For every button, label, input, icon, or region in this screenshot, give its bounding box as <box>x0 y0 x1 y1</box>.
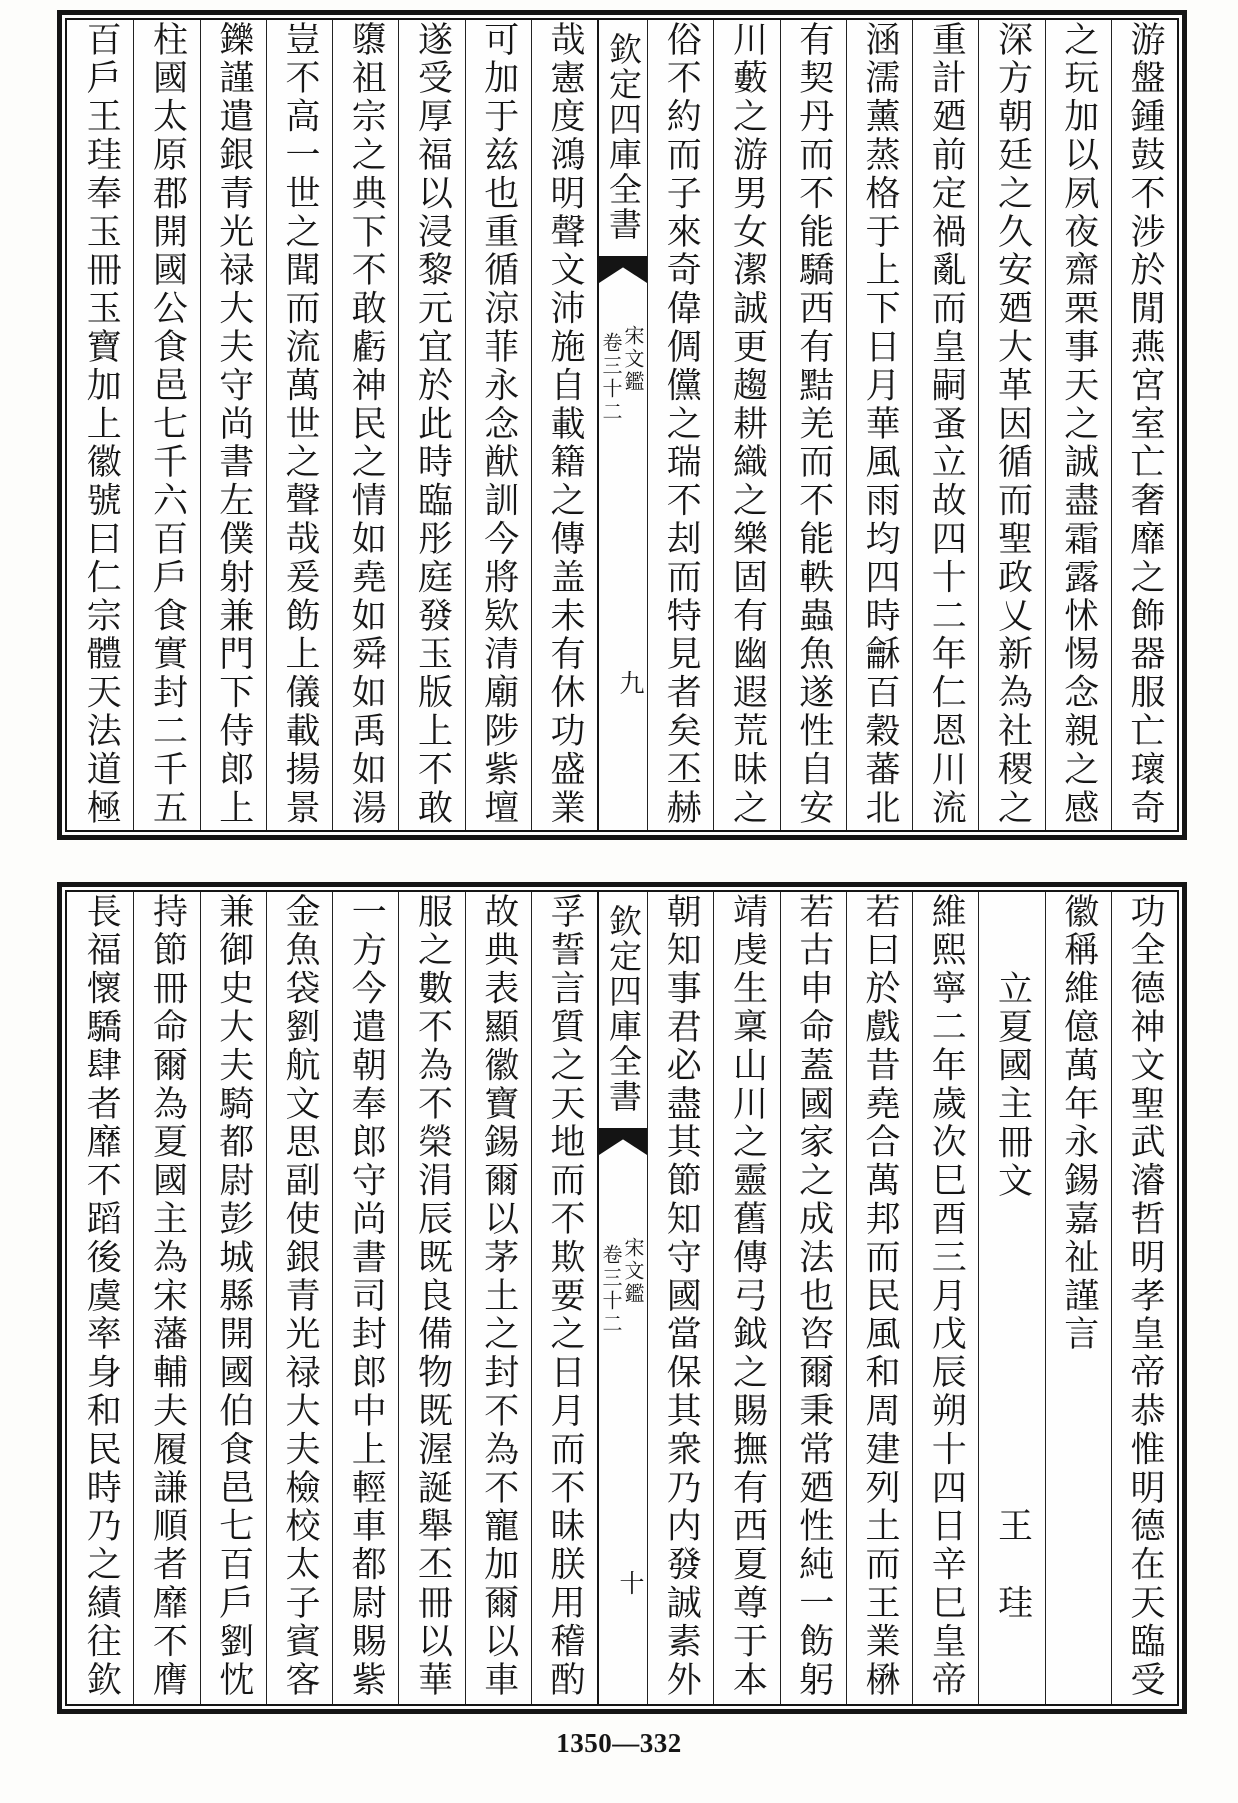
text-column: 游盤鍾鼓不涉於閒燕宮室亡奢靡之飾器服亡瓌奇 <box>1111 20 1177 830</box>
text-column: 柱國太原郡開國公食邑七千六百戶食實封二千五 <box>133 20 199 830</box>
text-frame <box>65 18 1179 832</box>
text-column: 維熙寧二年歲次巳酉三月戊辰朔十四日辛巳皇帝 <box>912 892 978 1704</box>
text-column: 隳祖宗之典下不敢虧神民之情如堯如舜如禹如湯 <box>332 20 398 830</box>
text-frame <box>65 890 1179 1706</box>
text-column: 鑠謹遣銀青光禄大夫守尚書左僕射兼門下侍郎上 <box>200 20 266 830</box>
text-column: 孚誓言質之天地而不欺要之日月而不昧朕用稽酌 <box>531 892 597 1704</box>
text-column: 豈不高一世之聞而流萬世之聲哉爰飭上儀載揚景 <box>266 20 332 830</box>
lower-leaf <box>57 882 1187 1714</box>
fishtail-mark-icon <box>599 256 647 283</box>
text-column: 百戶王珪奉玉冊玉寶加上徽號曰仁宗體天法道極 <box>81 21 122 828</box>
text-column: 若曰於戲昔堯合萬邦而民風和周建列土而王業楙 <box>846 892 912 1704</box>
text-column: 持節冊命爾為夏國主為宋藩輔夫履謙順者靡不膺 <box>133 892 199 1704</box>
center-fold-column <box>597 892 647 1704</box>
text-column: 有契丹而不能驕西有黠羌而不能軼蟲魚遂性自安 <box>780 20 846 830</box>
collection-title: 欽定四庫全書 <box>604 32 643 242</box>
author-given-name: 珪 <box>992 1584 1033 1623</box>
text-column: 涵濡薰蒸格于上下日月華風雨均四時龢百穀蕃北 <box>846 20 912 830</box>
center-fold-column <box>597 20 647 830</box>
heading-column <box>978 892 1044 1704</box>
text-column: 一方今遣朝奉郎守尚書司封郎中上輕車都尉賜紫 <box>332 892 398 1704</box>
text-column: 哉憲度鴻明聲文沛施自載籍之傳盖未有休功盛業 <box>531 20 597 830</box>
text-column: 深方朝廷之久安廼大革因循而聖政乂新為社稷之 <box>978 20 1044 830</box>
text-column: 故典表顯徽寶錫爾以茅土之封不為不寵加爾以車 <box>465 892 531 1704</box>
collection-title: 欽定四庫全書 <box>604 904 643 1114</box>
text-column: 長福懷驕肆者靡不蹈後虞率身和民時乃之績往欽 <box>81 893 122 1700</box>
volume-label: 卷三十二 <box>599 1244 623 1336</box>
text-column: 之玩加以夙夜齋栗事天之誠盡霜露怵惕念親之感 <box>1045 20 1111 830</box>
text-column: 兼御史大夫騎都尉彭城縣開國伯食邑七百戶劉忱 <box>200 892 266 1704</box>
upper-leaf <box>57 10 1187 840</box>
leaf-number: 十 <box>616 1570 645 1595</box>
book-title: 宋文鑑 <box>621 325 645 394</box>
reprint-page-code: 1350—332 <box>556 1728 682 1758</box>
text-column: 遂受厚福以浸黎元宜於此時臨彤庭發玉版上不敢 <box>398 20 464 830</box>
text-column: 功全德神文聖武濬哲明孝皇帝恭惟明德在天臨受 <box>1111 892 1177 1704</box>
text-column: 重計廼前定禍亂而皇嗣蚤立故四十二年仁恩川流 <box>912 20 978 830</box>
fishtail-mark-icon <box>599 1128 647 1155</box>
text-column: 川藪之游男女潔誠更趨耕織之樂固有幽遐荒昧之 <box>713 20 779 830</box>
text-column: 可加于兹也重循涼菲永念猷訓今將欵清廟陟紫壇 <box>465 20 531 830</box>
text-column: 徽稱維億萬年永錫嘉祉謹言 <box>1045 892 1111 1704</box>
text-column: 若古申命蓋國家之成法也咨爾秉常廼性純一飭躬 <box>780 892 846 1704</box>
text-column: 俗不約而子來奇偉倜儻之瑞不刦而特見者矣丕赫 <box>647 20 713 830</box>
author-surname: 王 <box>992 1507 1033 1546</box>
book-title: 宋文鑑 <box>621 1237 645 1306</box>
volume-label: 卷三十二 <box>599 332 623 424</box>
section-title: 立夏國主冊文 <box>992 970 1033 1201</box>
text-column: 靖虔生稟山川之靈舊傳弓鉞之賜撫有西夏尊于本 <box>713 892 779 1704</box>
text-column: 朝知事君必盡其節知守國當保其衆乃内發誠素外 <box>647 892 713 1704</box>
text-column: 服之數不為不榮涓辰既良備物既渥誕舉丕冊以華 <box>398 892 464 1704</box>
leaf-number: 九 <box>616 670 645 695</box>
text-column: 金魚袋劉航文思副使銀青光禄大夫檢校太子賓客 <box>266 892 332 1704</box>
